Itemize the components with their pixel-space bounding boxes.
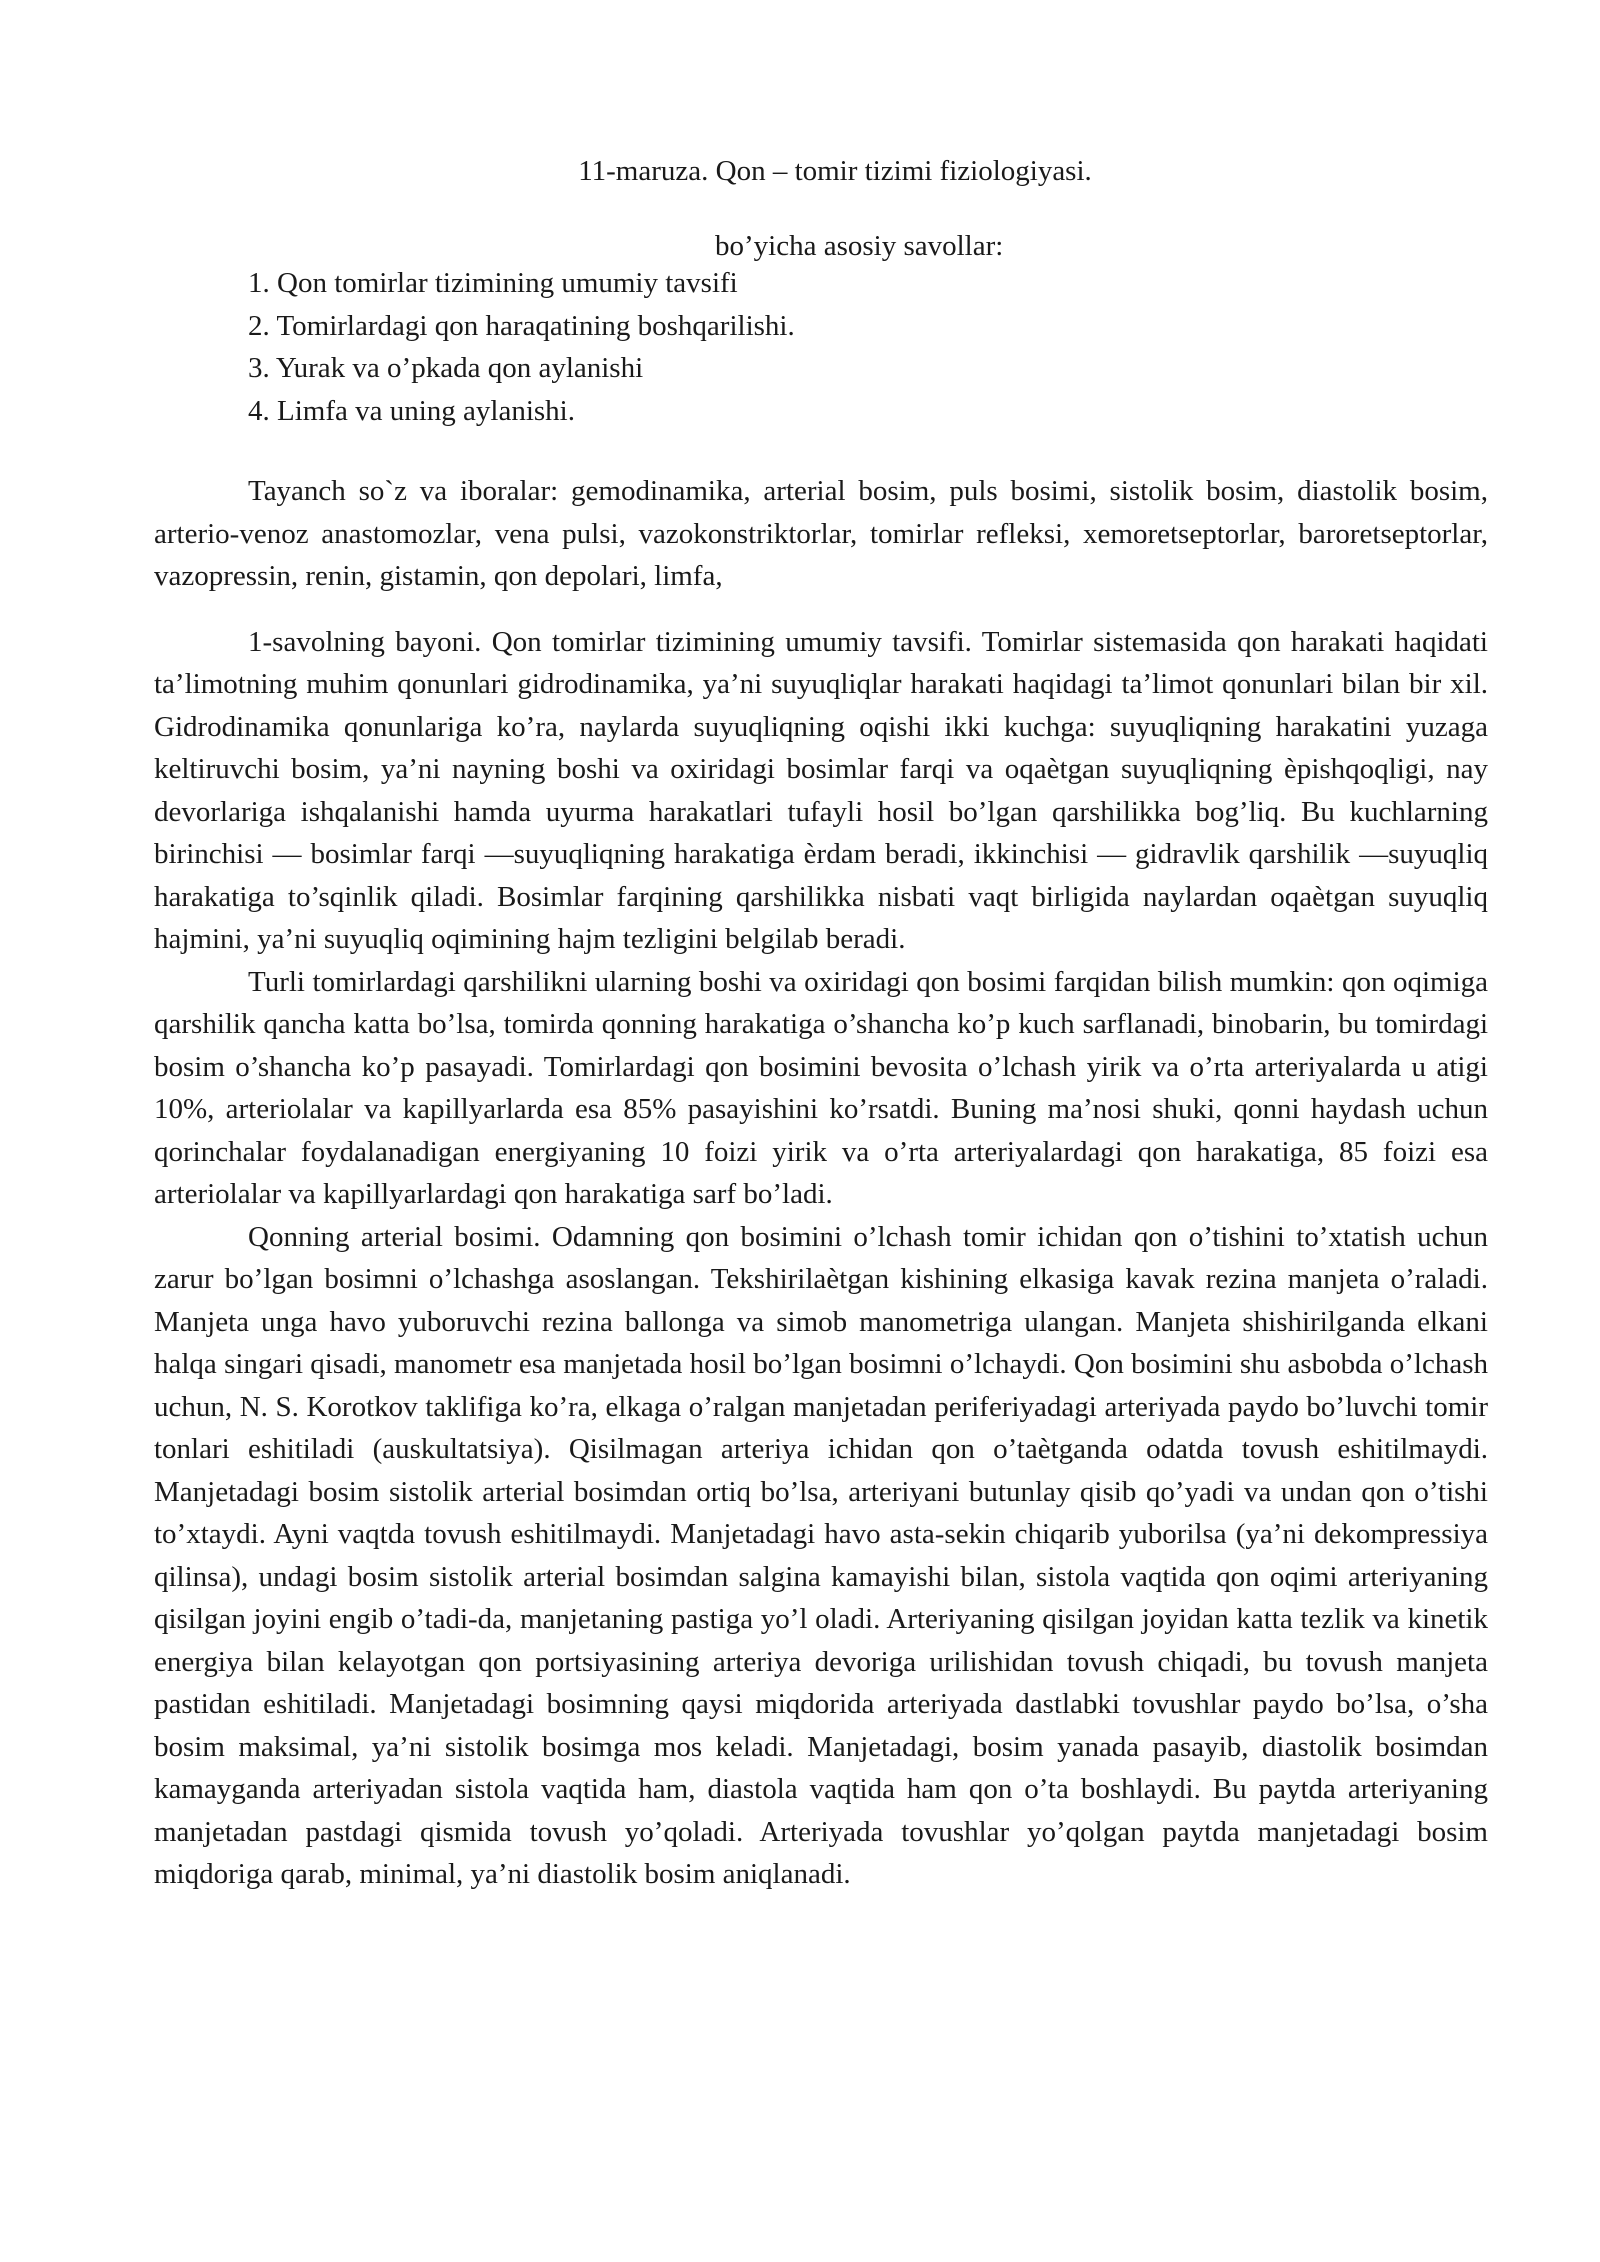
question-item: 3. Yurak va o’pkada qon aylanishi: [248, 352, 644, 384]
question-item: 2. Tomirlardagi qon haraqatining boshqarilishi.: [248, 309, 795, 342]
body-paragraph: Turli tomirlardagi qarshilikni ularning boshi va oxiridagi qon bosimi farqidan bilish mumkin: qon oqimiga qarshilik qancha katta bo’lsa, tomirda qonning harakatiga o’shancha ko’p kuch sarflanadi, binobarin, bu tomirdagi bosim o’shancha ko’p pasayadi. Tomirlardagi qon bosimini bevosita o’lchash yirik va o’rta arteriyalarda u atigi 10%, arteriolalar va kapillyarlarda esa 85% pasayishini ko’rsatdi. Buning ma’nosi shuki, qonni haydash uchun qorinchalar foydalanadigan energiyaning 10 foizi yirik va o’rta arteriyalardagi qon harakatiga, 85 foizi esa arteriolalar va kapillyarlardagi qon harakatiga sarf bo’ladi.: [154, 965, 1488, 1210]
body-paragraph: 1-savolning bayoni. Qon tomirlar tizimining umumiy tavsifi. Tomirlar sistemasida qon harakati haqidati ta’limotning muhim qonunlari gidrodinamika, ya’ni suyuqliqlar harakati haqidagi ta’limot qonunlari bilan bir xil. Gidrodinamika qonunlariga ko’ra, naylarda suyuqliqning oqishi ikki kuchga: suyuqliqning harakatini yuzaga keltiruvchi bosim, ya’ni nayning boshi va oxiridagi bosimlar farqi va oqaètgan suyuqliqning èpishqoqligi, nay devorlariga ishqalanishi hamda uyurma harakatlari tufayli hosil bo’lgan qarshilikka bog’liq. Bu kuchlarning birinchisi — bosimlar farqi —suyuqliqning harakatiga èrdam beradi, ikkinchisi — gidravlik qarshilik —suyuqliq harakatiga to’sqinlik qiladi. Bosimlar farqining qarshilikka nisbati vaqt birligida naylardan oqaètgan suyuqliq hajmini, ya’ni suyuqliq oqimining hajm tezligini belgilab beradi.: [154, 625, 1488, 955]
body-text: [154, 470, 1488, 1896]
question-list: [248, 262, 795, 432]
question-item: 1. Qon tomirlar tizimining umumiy tavsifi: [248, 267, 738, 299]
keywords-paragraph: Tayanch so`z va iboralar: gemodinamika, arterial bosim, puls bosimi, sistolik bosim, diastolik bosim, arterio-venoz anastomozlar, vena pulsi, vazokonstriktorlar, tomirlar refleksi, xemoretseptorlar, baroretseptorlar, vazopressin, renin, gistamin, qon depolari, limfa,: [154, 475, 1488, 592]
question-item: 4. Limfa va uning aylanishi.: [248, 394, 575, 427]
questions-heading: bo’yicha asosiy savollar:: [715, 230, 1004, 262]
lecture-title: 11-maruza. Qon – tomir tizimi fiziologiyasi.: [578, 155, 1092, 187]
body-paragraph: Qonning arterial bosimi. Odamning qon bosimini o’lchash tomir ichidan qon o’tishini to’xtatish uchun zarur bo’lgan bosimni o’lchashga asoslangan. Tekshirilaètgan kishining elkasiga kavak rezina manjeta o’raladi. Manjeta unga havo yuboruvchi rezina ballonga va simob manometriga ulangan. Manjeta shishirilganda elkani halqa singari qisadi, manometr esa manjetada hosil bo’lgan bosimni o’lchaydi. Qon bosimini shu asbobda o’lchash uchun, N. S. Korotkov taklifiga ko’ra, elkaga o’ralgan manjetadan periferiyadagi arteriyada paydo bo’luvchi tomir tonlari eshitiladi (auskultatsiya). Qisilmagan arteriya ichidan qon o’taètganda odatda tovush eshitilmaydi. Manjetadagi bosim sistolik arterial bosimdan ortiq bo’lsa, arteriyani butunlay qisib qo’yadi va undan qon o’tishi to’xtaydi. Ayni vaqtda tovush eshitilmaydi. Manjetadagi havo asta-sekin chiqarib yuborilsa (ya’ni dekompressiya qilinsa), undagi bosim sistolik arterial bosimdan salgina kamayishi bilan, sistola vaqtida qon oqimi arteriyaning qisilgan joyini engib o’tadi-da, manjetaning pastiga yo’l oladi. Arteriyaning qisilgan joyidan katta tezlik va kinetik energiya bilan kelayotgan qon portsiyasining arteriya devoriga urilishidan tovush chiqadi, bu tovush manjeta pastidan eshitiladi. Manjetadagi bosimning qaysi miqdorida arteriyada dastlabki tovushlar paydo bo’lsa, o’sha bosim maksimal, ya’ni sistolik bosimga mos keladi. Manjetadagi, bosim yanada pasayib, diastolik bosimdan kamayganda arteriyadan sistola vaqtida ham, diastola vaqtida ham qon o’ta boshlaydi. Bu paytda arteriyaning manjetadan pastdagi qismida tovush yo’qoladi. Arteriyada tovushlar yo’qolgan paytda manjetadagi bosim miqdoriga qarab, minimal, ya’ni diastolik bosim aniqlanadi.: [154, 1220, 1488, 1890]
